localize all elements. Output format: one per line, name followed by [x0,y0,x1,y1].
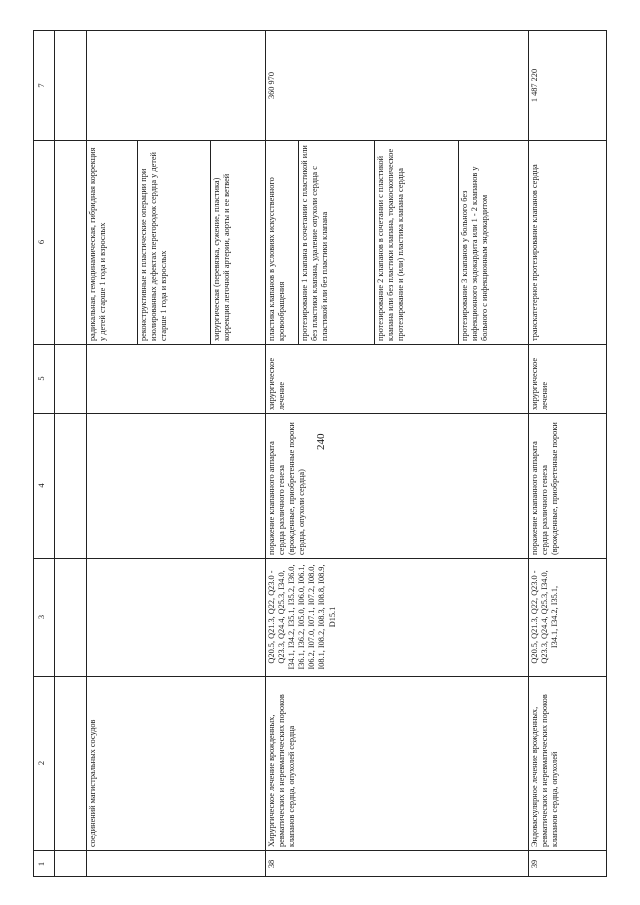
row-cont-name: соединений магистральных сосудов [88,719,97,847]
page-number: 240 [315,433,327,450]
column-number-4-cell [34,413,54,558]
column-number-6-cell [34,140,54,344]
row-r39-treatment: хирургическое лечение [530,357,550,410]
column-number-6: 6 [36,239,46,245]
row-r38-method-4-cell [458,140,528,344]
column-number-7: 7 [36,83,46,88]
row-cont-method-2: реконструктивные и пластические операции при изолированных дефектах перегородок сердца у детей старше 1 года и взрослых [138,151,169,341]
row-cont-method-2-cell [137,140,210,344]
row-r38-treatment: хирургическое лечение [267,357,287,410]
row-r38-method-2: протезирование 1 клапана в сочетании с пластикой или без пластики клапана, удаление опухоли сердца с пластикой или без пластики клапана [299,145,329,341]
row-r39-model: поражение клапанного аппарата сердца различного генеза (врожденные, приобретенные пороки [530,422,560,555]
row-r38-treatment-cell [265,344,528,413]
row-r39-name: Эндоваскулярное лечение врожденных, ревматических и неревматических пороков клапанов сердца, опухолей [530,694,560,847]
row-divider [54,31,55,877]
row-r38-method-2-cell [298,140,374,344]
row-cont-no [86,850,265,877]
row-r38-codes-cell [265,558,528,676]
column-number-1: 1 [36,861,46,867]
row-r39-name-cell [528,676,607,850]
row-r39-codes-cell [528,558,607,676]
row-r38-codes: Q20.5, Q21.3, Q22, Q23.0 - Q23.3, Q24.4, Q25.3, I34.0, I34.1, I34.2, I35.1, I35.2, I36.0, I36.1, I36.2, I05.0, I06.0, I06.1, I06.2, I07.0, I07.1, I07.2, I08.0, I08.1, I08.2, I08.3, I08.8, I08.9, D15.1 [267,564,337,670]
row-cont-codes [86,558,265,676]
row-cont-no-cell [86,850,265,877]
column-number-5-cell [34,344,54,413]
row-cont-cost [86,31,265,140]
column-number-4: 4 [36,483,46,488]
row-cont-model [86,413,265,558]
column-number-2-cell [34,676,54,850]
rotated-table [33,30,607,877]
row-r38-no-cell [265,850,528,877]
row-cont-method-3: хирургическая (перевязка, сужение, пластика) коррекция легочной артерии, аорты и ее ветвей [211,173,231,341]
column-number-7-cell [34,31,54,140]
column-number-3-cell [34,558,54,676]
row-r38-method-1: пластика клапанов в условиях искусственного кровообращения [267,177,287,341]
row-cont-cost-cell [86,31,265,140]
row-r39-method-1-cell [528,140,607,344]
row-cont-method-3-cell [210,140,265,344]
row-r39-codes: Q20.5, Q21.3, Q22, Q23.0 - Q23.3, Q24.4, Q25.3, I34.0, I34.1, I34.2, I35.1, [530,570,560,664]
row-cont-method-1-cell [86,140,137,344]
row-r39-model-cell [528,413,607,558]
row-r38-no: 38 [267,859,276,869]
row-cont-treatment [86,344,265,413]
column-number-2: 2 [36,760,46,766]
row-r39-no: 39 [530,859,539,869]
column-number-3: 3 [36,614,46,620]
row-r39-treatment-cell [528,344,607,413]
row-r38-model-cell [265,413,528,558]
row-r38-method-3: протезирование 2 клапанов в сочетании с пластикой клапана или без пластики клапана, торакоскопическое протезирование и (или) пластика клапана сердца [376,148,406,341]
row-r38-name-cell [265,676,528,850]
row-r39-no-cell [528,850,607,877]
row-r38-method-3-cell [374,140,458,344]
row-r39-cost: 1 487 220 [530,68,539,103]
row-cont-model-cell [86,413,265,558]
row-cont-name-cell [86,676,265,850]
column-number-5: 5 [36,376,46,381]
row-r38-method-1-cell [265,140,298,344]
row-r38-name: Хирургическое лечение врожденных, ревматических и неревматических пороков клапанов сердца, опухолей сердца [267,694,297,847]
row-r38-cost-cell [265,31,528,140]
row-r39-method-1: транскатетерное протезирование клапанов сердца [530,164,539,341]
row-r38-method-4: протезирование 3 клапанов у больного без инфекционного эндокардита или 1 - 2 клапанов у больного с инфекционным эндокардитом [459,166,490,341]
row-cont-treatment-cell [86,344,265,413]
row-r38-model: поражение клапанного аппарата сердца различного генеза (врожденные, приобретенные пороки сердца, опухоли сердца) [267,422,307,555]
column-number-1-cell [34,850,54,877]
row-r39-cost-cell [528,31,607,140]
row-r38-cost: 360 970 [267,72,276,99]
row-cont-method-1: радикальная, гемодинамическая, гибридная коррекция у детей старше 1 года и взрослых [88,147,108,341]
row-cont-codes-cell [86,558,265,676]
